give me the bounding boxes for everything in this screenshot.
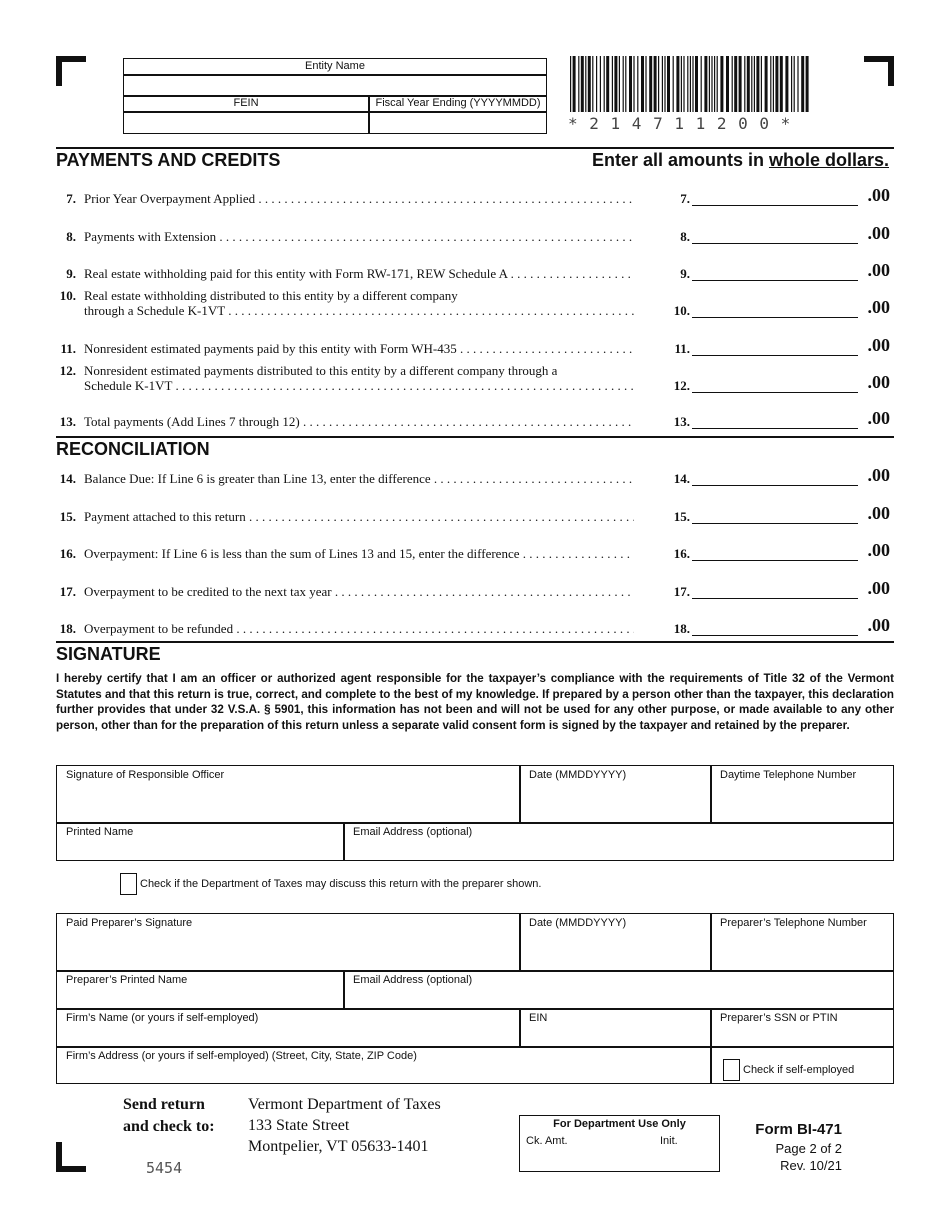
line-ref-number: 11. (674, 341, 690, 356)
officer-date-field[interactable]: Date (MMDDYYYY) (529, 769, 627, 781)
line-ref-number: 8. (680, 229, 690, 244)
line-description: Nonresident estimated payments distributed to this entity by a different company through a (84, 363, 558, 378)
line-ref-number: 7. (680, 191, 690, 206)
discuss-checkbox[interactable] (120, 873, 137, 895)
firm-address-field[interactable]: Firm’s Address (or yours if self-employed) (Street, City, State, ZIP Code) (66, 1050, 417, 1062)
barcode-bar (664, 56, 665, 112)
cents-label: .00 (867, 260, 890, 280)
barcode-bar (701, 56, 702, 112)
barcode-bar (785, 56, 788, 112)
preparer-signature-field[interactable]: Paid Preparer’s Signature (66, 917, 193, 929)
barcode-bar (623, 56, 624, 112)
barcode-text: * 2 1 4 7 1 1 2 0 0 * (568, 114, 792, 133)
cents-label: .00 (867, 372, 890, 392)
barcode-bar (649, 56, 652, 112)
line-16 (56, 540, 894, 582)
corner-mark-top-right (864, 56, 896, 88)
line-description: Real estate withholding paid for this entity with Form RW-171, REW Schedule A . . . (84, 266, 634, 282)
fein-field[interactable] (124, 113, 367, 133)
cents-label: .00 (867, 578, 890, 598)
certification-text: I hereby certify that I am an officer or authorized agent responsible for the taxpayer’s compliance with the requirements of Title 32 of the Vermont Statutes and that this return is true, correct, and complete to the best of my knowledge. If prepared by a person other than the taxpayer, this declaration further provides that under 32 V.S.A. § 5901, this information has not been and will not be used for any other purpose, or made available to any other person, other than for the preparation of this return unless a separate valid consent form is signed by the taxpayer and retained by the preparer. (56, 672, 894, 732)
amount-field[interactable] (692, 523, 858, 524)
barcode-bar (612, 56, 613, 112)
line-ref-number: 18. (673, 621, 690, 636)
line-ref-number: 12. (673, 378, 690, 393)
cents-label: .00 (867, 615, 890, 635)
amount-field[interactable] (692, 280, 858, 281)
barcode-bar (662, 56, 663, 112)
barcode-bar (633, 56, 634, 112)
cents-label: .00 (867, 465, 890, 485)
barcode-bar (683, 56, 684, 112)
barcode-bar (619, 56, 620, 112)
line-ref-number: 13. (673, 414, 690, 429)
fiscal-year-field[interactable] (370, 113, 546, 133)
barcode-bar (801, 56, 804, 112)
ein-field[interactable]: EIN (529, 1012, 548, 1024)
barcode-bar (797, 56, 798, 112)
barcode-bar (641, 56, 644, 112)
officer-signature-table (56, 765, 894, 861)
line-number: 7. (66, 191, 76, 206)
line-number: 17. (59, 584, 76, 599)
barcode-bar (756, 56, 759, 112)
barcode-bar (600, 56, 601, 112)
line-number: 14. (59, 471, 76, 486)
line-number: 16. (59, 546, 76, 561)
barcode-bar (791, 56, 792, 112)
line-description: Payments with Extension . . . (84, 229, 634, 245)
line-number: 11. (60, 341, 76, 356)
barcode-bar (629, 56, 632, 112)
line-description: Real estate withholding distributed to this entity by a different company (84, 288, 458, 303)
cents-label: .00 (867, 408, 890, 428)
line-ref-number: 10. (673, 303, 690, 318)
line-number: 15. (59, 509, 76, 524)
barcode-bar (658, 56, 659, 112)
amount-field[interactable] (692, 560, 858, 561)
barcode-bar (654, 56, 657, 112)
fein-label: FEIN (233, 97, 259, 109)
line-description: Overpayment to be credited to the next tax year . . . (84, 584, 634, 600)
barcode-bar (717, 56, 718, 112)
line-description-cont: through a Schedule K-1VT . . . (84, 303, 634, 319)
line-15 (56, 503, 894, 545)
barcode-bar (687, 56, 688, 112)
barcode-bar (726, 56, 729, 112)
entity-header-box (123, 58, 547, 134)
revision: Rev. 10/21 (780, 1158, 842, 1173)
barcode-bar (606, 56, 609, 112)
cents-label: .00 (867, 223, 890, 243)
line-ref-number: 17. (673, 584, 690, 599)
barcode-bar (585, 56, 586, 112)
form-name: Form BI-471 (755, 1121, 842, 1138)
department-use-box (519, 1115, 720, 1172)
send-return-label: Send return and check to: (123, 1096, 215, 1135)
barcode-bar (732, 56, 733, 112)
barcode (570, 56, 814, 114)
barcode-bar (676, 56, 679, 112)
signature-title: SIGNATURE (56, 644, 161, 664)
form-code: 5454 (146, 1159, 183, 1177)
officer-printed-name-field[interactable]: Printed Name (66, 826, 134, 838)
preparer-phone-field[interactable]: Preparer’s Telephone Number (720, 917, 867, 929)
line-7 (56, 185, 894, 227)
line-number: 10. (59, 288, 76, 303)
barcode-bar (711, 56, 712, 112)
barcode-bar (794, 56, 795, 112)
amount-field[interactable] (692, 355, 858, 356)
line-12 (56, 363, 894, 399)
preparer-ssn-field[interactable]: Preparer’s SSN or PTIN (720, 1012, 838, 1024)
barcode-bar (614, 56, 617, 112)
line-number: 13. (59, 414, 76, 429)
line-number: 18. (59, 621, 76, 636)
preparer-date-field[interactable]: Date (MMDDYYYY) (529, 917, 627, 929)
self-employed-checkbox[interactable] (723, 1059, 740, 1081)
line-description: Overpayment: If Line 6 is less than the sum of Lines 13 and 15, enter the difference . . . (84, 546, 634, 562)
barcode-bar (704, 56, 707, 112)
officer-email-field[interactable]: Email Address (optional) (353, 826, 473, 838)
initials-label: Init. (660, 1135, 678, 1147)
line-number: 12. (59, 363, 76, 378)
barcode-bar (765, 56, 768, 112)
page-number: Page 2 of 2 (775, 1141, 842, 1156)
form-info (732, 1120, 842, 1174)
cents-label: .00 (867, 335, 890, 355)
barcode-bar (578, 56, 579, 112)
line-description: Balance Due: If Line 6 is greater than Line 13, enter the difference . . . (84, 471, 634, 487)
self-employed-label: Check if self-employed (743, 1064, 855, 1076)
barcode-bar (690, 56, 691, 112)
barcode-bar (692, 56, 693, 112)
barcode-bar (604, 56, 605, 112)
barcode-bar (637, 56, 638, 112)
barcode-bar (573, 56, 576, 112)
payments-title: PAYMENTS AND CREDITS (56, 150, 281, 170)
check-amount-label: Ck. Amt. (526, 1135, 568, 1147)
cents-label: .00 (867, 503, 890, 523)
barcode-bar (625, 56, 626, 112)
line-description: Nonresident estimated payments paid by this entity with Form WH-435 . . . (84, 341, 634, 357)
entity-name-field[interactable] (124, 75, 546, 95)
line-ref-number: 9. (680, 266, 690, 281)
barcode-bar (645, 56, 646, 112)
firm-name-field[interactable]: Firm’s Name (or yours if self-employed) (66, 1012, 259, 1024)
barcode-bar (673, 56, 674, 112)
corner-mark-top-left (56, 56, 88, 88)
entity-name-label: Entity Name (305, 60, 365, 72)
barcode-bar (596, 56, 597, 112)
line-ref-number: 15. (673, 509, 690, 524)
barcode-bar (739, 56, 742, 112)
barcode-bar (747, 56, 750, 112)
amount-field[interactable] (692, 205, 858, 206)
amount-field[interactable] (692, 635, 858, 636)
barcode-bar (592, 56, 593, 112)
barcode-bar (570, 56, 571, 112)
preparer-printed-name-field[interactable]: Preparer’s Printed Name (66, 974, 188, 986)
barcode-bar (770, 56, 771, 112)
barcode-bar (581, 56, 584, 112)
line-ref-number: 14. (673, 471, 690, 486)
barcode-bar (751, 56, 752, 112)
amount-field[interactable] (692, 428, 858, 429)
line-ref-number: 16. (673, 546, 690, 561)
barcode-bar (681, 56, 682, 112)
cents-label: .00 (867, 185, 890, 205)
barcode-bar (709, 56, 710, 112)
barcode-bar (761, 56, 762, 112)
mailing-address: Vermont Department of Taxes 133 State Street Montpelier, VT 05633-1401 (248, 1096, 441, 1155)
barcode-bar (773, 56, 774, 112)
line-description-cont: Schedule K-1VT . . . (84, 378, 634, 394)
line-17 (56, 578, 894, 620)
line-18 (56, 615, 894, 657)
amount-field[interactable] (692, 317, 858, 318)
barcode-bar (734, 56, 737, 112)
amounts-note: Enter all amounts in whole dollars. (591, 150, 889, 170)
barcode-bar (714, 56, 715, 112)
preparer-table (56, 913, 894, 1084)
barcode-bar (667, 56, 670, 112)
amount-field[interactable] (692, 392, 858, 393)
line-description: Prior Year Overpayment Applied . . . (84, 191, 634, 207)
cents-label: .00 (867, 297, 890, 317)
barcode-bar (695, 56, 698, 112)
discuss-label: Check if the Department of Taxes may discuss this return with the preparer shown. (140, 878, 542, 890)
barcode-bar (775, 56, 778, 112)
fiscal-year-label: Fiscal Year Ending (YYYYMMDD) (375, 97, 541, 109)
cents-label: .00 (867, 540, 890, 560)
line-number: 8. (66, 229, 76, 244)
line-description: Overpayment to be refunded . . . (84, 621, 634, 637)
barcode-bar (744, 56, 745, 112)
officer-signature-field[interactable]: Signature of Responsible Officer (66, 769, 225, 781)
line-8 (56, 223, 894, 265)
line-number: 9. (66, 266, 76, 281)
barcode-bar (588, 56, 591, 112)
line-14 (56, 465, 894, 507)
barcode-bar (754, 56, 755, 112)
line-10 (56, 288, 894, 324)
corner-mark-bottom-left (56, 1142, 88, 1174)
preparer-email-field[interactable]: Email Address (optional) (353, 974, 473, 986)
amount-field[interactable] (692, 243, 858, 244)
barcode-bar (780, 56, 783, 112)
amount-field[interactable] (692, 485, 858, 486)
department-use-title: For Department Use Only (553, 1118, 686, 1130)
line-description: Payment attached to this return . . . (84, 509, 634, 525)
amount-field[interactable] (692, 598, 858, 599)
line-description: Total payments (Add Lines 7 through 12) . . . (84, 414, 634, 430)
officer-phone-field[interactable]: Daytime Telephone Number (720, 769, 857, 781)
reconciliation-title: RECONCILIATION (56, 439, 210, 459)
barcode-bar (720, 56, 723, 112)
barcode-bar (806, 56, 809, 112)
